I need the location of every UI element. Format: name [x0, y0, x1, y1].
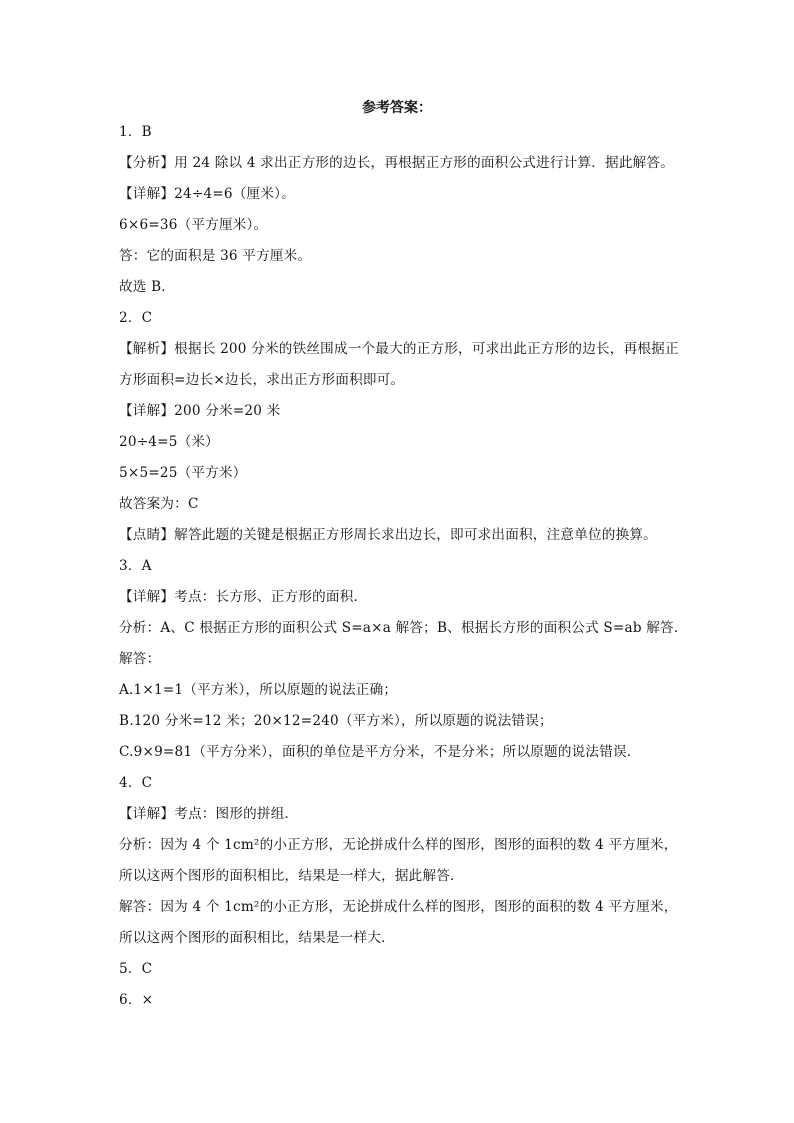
answer-line: 【详解】考点：图形的拼组． [119, 806, 299, 822]
answer-line: 4．C [119, 775, 153, 791]
answer-line: 分析：因为 4 个 1cm²的小正方形，无论拼成什么样的图形，图形的面积的数 4 平方厘米， [119, 837, 678, 853]
answer-line: A.1×1=1（平方米），所以原题的说法正确； [119, 682, 398, 698]
answer-line: 故答案为：C [119, 496, 199, 512]
answer-line: 解答： [119, 651, 161, 667]
answer-line: 【解析】根据长 200 分米的铁丝围成一个最大的正方形，可求出此正方形的边长，再根据正 [119, 341, 679, 357]
answer-line: 3．A [119, 558, 152, 574]
answer-line: 1．B [119, 124, 152, 140]
answer-line: 分析：A、C 根据正方形的面积公式 S=a×a 解答；B、根据长方形的面积公式 S=ab 解答． [119, 620, 688, 636]
answer-line: 5．C [119, 961, 153, 977]
answer-line: C.9×9=81（平方分米），面积的单位是平方分米，不是分米；所以原题的说法错误． [119, 744, 641, 760]
answer-line: 5×5=25（平方米） [119, 465, 247, 481]
answer-line: 【详解】考点：长方形、正方形的面积． [119, 589, 368, 605]
answer-line: 【详解】200 分米=20 米 [119, 403, 281, 419]
answer-line: 【详解】24÷4=6（厘米）。 [119, 186, 295, 202]
answer-line: 6×6=36（平方厘米）。 [119, 217, 268, 233]
answer-line: 方形面积=边长×边长，求出正方形面积即可。 [119, 372, 405, 388]
answer-line: 所以这两个图形的面积相比，结果是一样大，据此解答． [119, 868, 464, 884]
answer-line: 20÷4=5（米） [119, 434, 219, 450]
answer-line: 【点睛】解答此题的关键是根据正方形周长求出边长，即可求出面积，注意单位的换算。 [119, 527, 657, 543]
answer-line: 6．× [119, 992, 154, 1008]
answer-line: B.120 分米=12 米；20×12=240（平方米），所以原题的说法错误； [119, 713, 553, 729]
answer-line: 【分析】用 24 除以 4 求出正方形的边长，再根据正方形的面积公式进行计算．据此解答。 [119, 155, 674, 171]
answer-line: 解答：因为 4 个 1cm²的小正方形，无论拼成什么样的图形，图形的面积的数 4 平方厘米， [119, 899, 678, 915]
answer-content [119, 122, 688, 1021]
answer-line: 故选 B． [119, 279, 176, 295]
page-title: 参考答案： [362, 100, 432, 116]
answer-line: 答：它的面积是 36 平方厘米。 [119, 248, 312, 264]
answer-line: 2．C [119, 310, 153, 326]
answer-line: 所以这两个图形的面积相比，结果是一样大． [119, 930, 395, 946]
